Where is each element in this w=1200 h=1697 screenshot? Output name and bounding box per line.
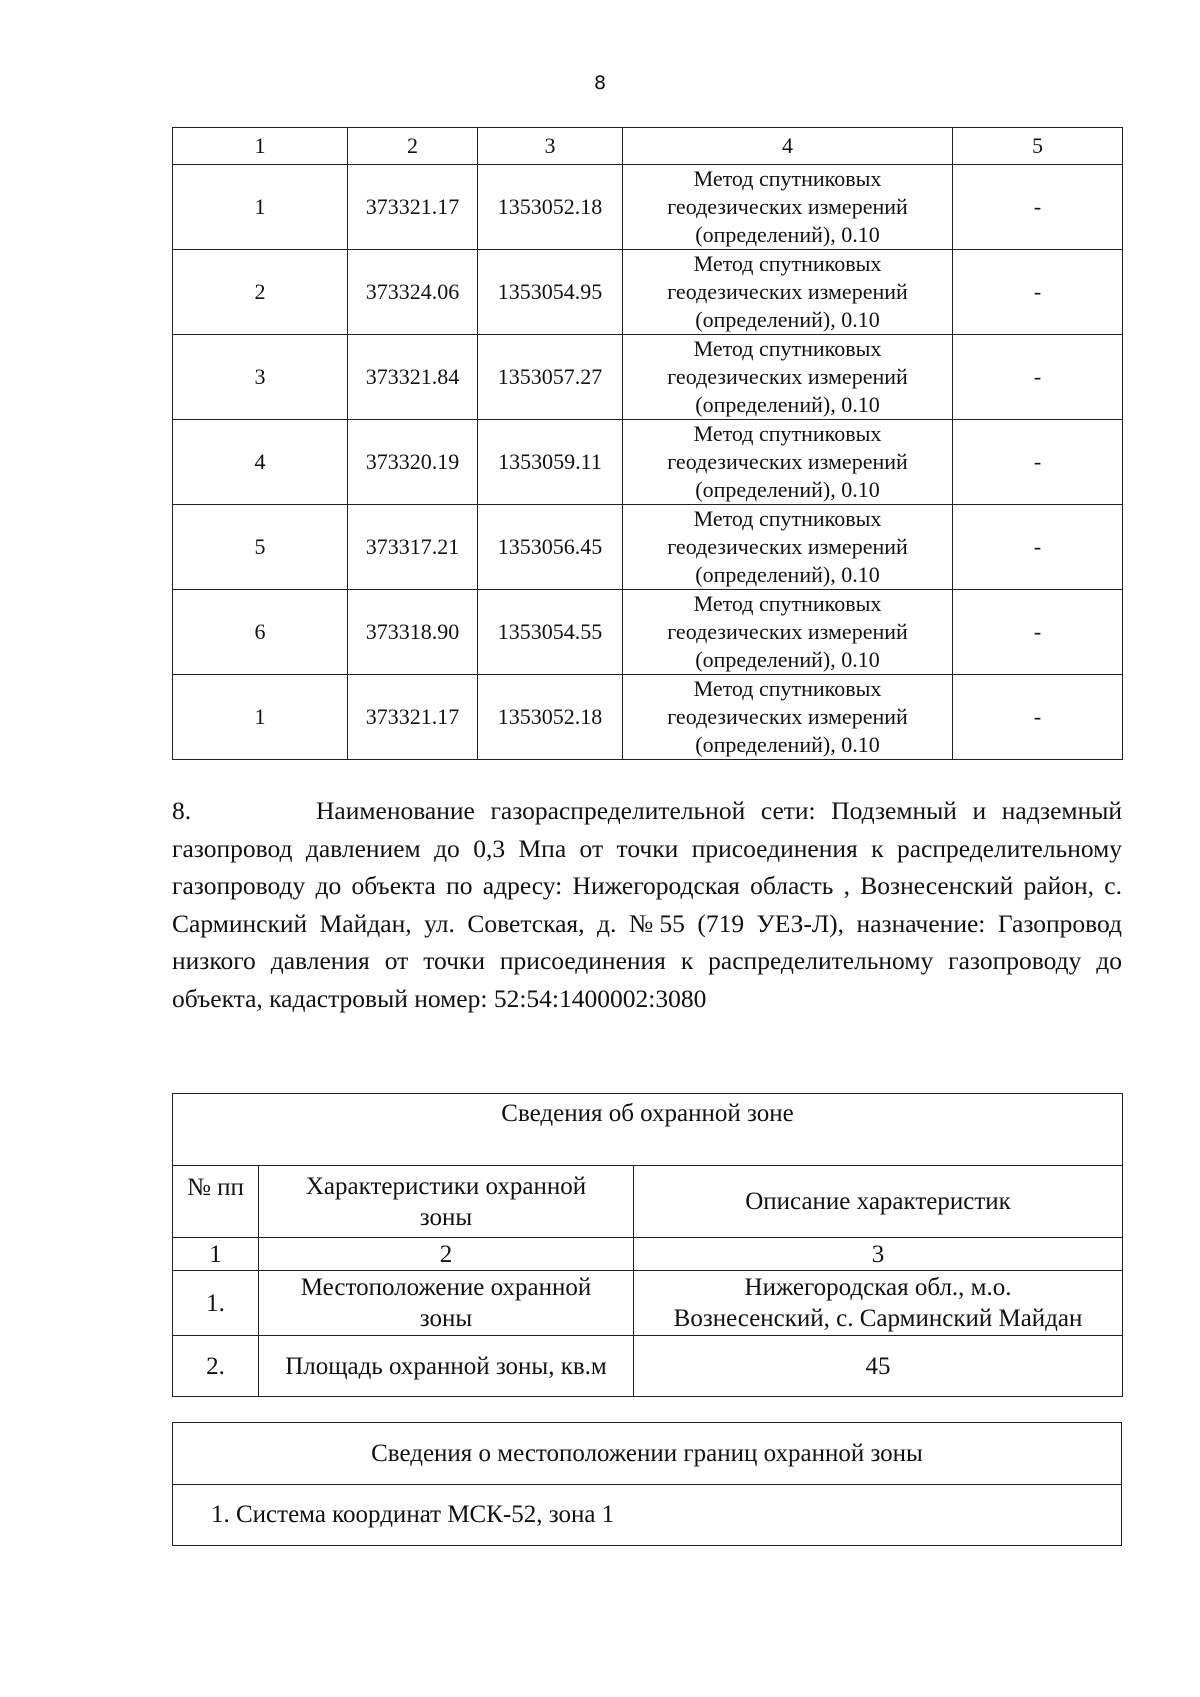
column-header: 1 bbox=[173, 128, 348, 165]
table-row bbox=[173, 1336, 1123, 1397]
row-characteristic bbox=[259, 1271, 634, 1336]
measurement-method-line3: (определений), 0.10 bbox=[695, 307, 880, 332]
coordinate-row bbox=[173, 590, 1123, 675]
point-number: 1 bbox=[173, 675, 348, 760]
row-number: 2. bbox=[173, 1336, 259, 1397]
header-characteristics-line1: Характеристики охранной bbox=[305, 1172, 587, 1200]
y-coordinate: 1353057.27 bbox=[478, 335, 623, 420]
index-cell: 3 bbox=[634, 1238, 1123, 1271]
header-number: № пп bbox=[173, 1166, 259, 1238]
row-number: 1. bbox=[173, 1271, 259, 1336]
measurement-method bbox=[623, 675, 953, 760]
y-coordinate: 1353054.95 bbox=[478, 250, 623, 335]
point-number: 3 bbox=[173, 335, 348, 420]
coordinate-row bbox=[173, 250, 1123, 335]
x-coordinate: 373321.17 bbox=[348, 675, 478, 760]
measurement-method bbox=[623, 590, 953, 675]
zone-info-table bbox=[172, 1093, 1123, 1397]
header-characteristics-line2: зоны bbox=[419, 1203, 473, 1231]
measurement-method-line1: Метод спутниковых bbox=[693, 421, 882, 446]
note-cell: - bbox=[953, 250, 1123, 335]
note-cell: - bbox=[953, 420, 1123, 505]
measurement-method-line1: Метод спутниковых bbox=[693, 591, 882, 616]
coordinate-system-item: 1. Система координат МСК-52, зона 1 bbox=[173, 1485, 1122, 1546]
measurement-method-line3: (определений), 0.10 bbox=[695, 647, 880, 672]
measurement-method bbox=[623, 165, 953, 250]
coordinates-table bbox=[172, 127, 1123, 760]
column-header: 5 bbox=[953, 128, 1123, 165]
coordinate-row bbox=[173, 675, 1123, 760]
point-number: 4 bbox=[173, 420, 348, 505]
coordinate-row bbox=[173, 505, 1123, 590]
measurement-method-line2: геодезических измерений bbox=[667, 534, 908, 559]
measurement-method-line2: геодезических измерений bbox=[667, 619, 908, 644]
measurement-method bbox=[623, 505, 953, 590]
point-number: 1 bbox=[173, 165, 348, 250]
measurement-method-line2: геодезических измерений bbox=[667, 364, 908, 389]
x-coordinate: 373318.90 bbox=[348, 590, 478, 675]
measurement-method-line3: (определений), 0.10 bbox=[695, 392, 880, 417]
measurement-method-line3: (определений), 0.10 bbox=[695, 477, 880, 502]
coordinate-row bbox=[173, 165, 1123, 250]
note-cell: - bbox=[953, 335, 1123, 420]
x-coordinate: 373321.84 bbox=[348, 335, 478, 420]
measurement-method-line2: геодезических измерений bbox=[667, 194, 908, 219]
coordinate-row bbox=[173, 420, 1123, 505]
row-description bbox=[634, 1271, 1123, 1336]
row-characteristic-line1: Местоположение охранной bbox=[300, 1274, 592, 1301]
note-cell: - bbox=[953, 165, 1123, 250]
x-coordinate: 373324.06 bbox=[348, 250, 478, 335]
table-row bbox=[173, 1271, 1123, 1336]
boundaries-table bbox=[172, 1422, 1122, 1546]
x-coordinate: 373321.17 bbox=[348, 165, 478, 250]
section-8-paragraph: 8. Наименование газораспределительной сети: Подземный и надземный газопровод давлением до 0,3 Мпа от точки присоединения к распределительному газопроводу до объекта по адресу: Нижегородская область , Вознесенский район, с. Сарминский Майдан, ул. Советская, д. №55 (719 УЕЗ-Л), назначение: Газопровод низкого давления от точки присоединения к распределительному газопроводу до объекта, кадастровый номер: 52:54:1400002:3080 bbox=[172, 796, 1122, 1013]
note-cell: - bbox=[953, 505, 1123, 590]
y-coordinate: 1353056.45 bbox=[478, 505, 623, 590]
row-description: 45 bbox=[634, 1336, 1123, 1397]
y-coordinate: 1353052.18 bbox=[478, 165, 623, 250]
header-description: Описание характеристик bbox=[634, 1166, 1123, 1238]
index-cell: 1 bbox=[173, 1238, 259, 1271]
row-characteristic: Площадь охранной зоны, кв.м bbox=[259, 1336, 634, 1397]
measurement-method-line1: Метод спутниковых bbox=[693, 336, 882, 361]
measurement-method-line1: Метод спутниковых bbox=[693, 506, 882, 531]
point-number: 2 bbox=[173, 250, 348, 335]
x-coordinate: 373317.21 bbox=[348, 505, 478, 590]
boundaries-table-title: Сведения о местоположении границ охранной зоны bbox=[173, 1423, 1122, 1485]
coordinates-header-row bbox=[173, 128, 1123, 165]
measurement-method bbox=[623, 250, 953, 335]
index-cell: 2 bbox=[259, 1238, 634, 1271]
zone-table-title: Сведения об охранной зоне bbox=[173, 1094, 1123, 1166]
column-header: 4 bbox=[623, 128, 953, 165]
measurement-method-line3: (определений), 0.10 bbox=[695, 732, 880, 757]
measurement-method-line3: (определений), 0.10 bbox=[695, 562, 880, 587]
row-description-line2: Вознесенский, с. Сарминский Майдан bbox=[673, 1305, 1083, 1332]
point-number: 6 bbox=[173, 590, 348, 675]
page-number: 8 bbox=[593, 72, 607, 94]
coordinate-row bbox=[173, 335, 1123, 420]
y-coordinate: 1353059.11 bbox=[478, 420, 623, 505]
measurement-method-line1: Метод спутниковых bbox=[693, 251, 882, 276]
note-cell: - bbox=[953, 590, 1123, 675]
point-number: 5 bbox=[173, 505, 348, 590]
y-coordinate: 1353054.55 bbox=[478, 590, 623, 675]
header-characteristics bbox=[259, 1166, 634, 1238]
measurement-method-line1: Метод спутниковых bbox=[693, 166, 882, 191]
row-description-line1: Нижегородская обл., м.о. bbox=[744, 1274, 1012, 1301]
row-characteristic-line2: зоны bbox=[419, 1305, 473, 1332]
column-header: 2 bbox=[348, 128, 478, 165]
measurement-method-line2: геодезических измерений bbox=[667, 704, 908, 729]
note-cell: - bbox=[953, 675, 1123, 760]
measurement-method-line2: геодезических измерений bbox=[667, 279, 908, 304]
measurement-method-line1: Метод спутниковых bbox=[693, 676, 882, 701]
measurement-method-line2: геодезических измерений bbox=[667, 449, 908, 474]
column-header: 3 bbox=[478, 128, 623, 165]
measurement-method bbox=[623, 335, 953, 420]
measurement-method bbox=[623, 420, 953, 505]
measurement-method-line3: (определений), 0.10 bbox=[695, 222, 880, 247]
x-coordinate: 373320.19 bbox=[348, 420, 478, 505]
y-coordinate: 1353052.18 bbox=[478, 675, 623, 760]
